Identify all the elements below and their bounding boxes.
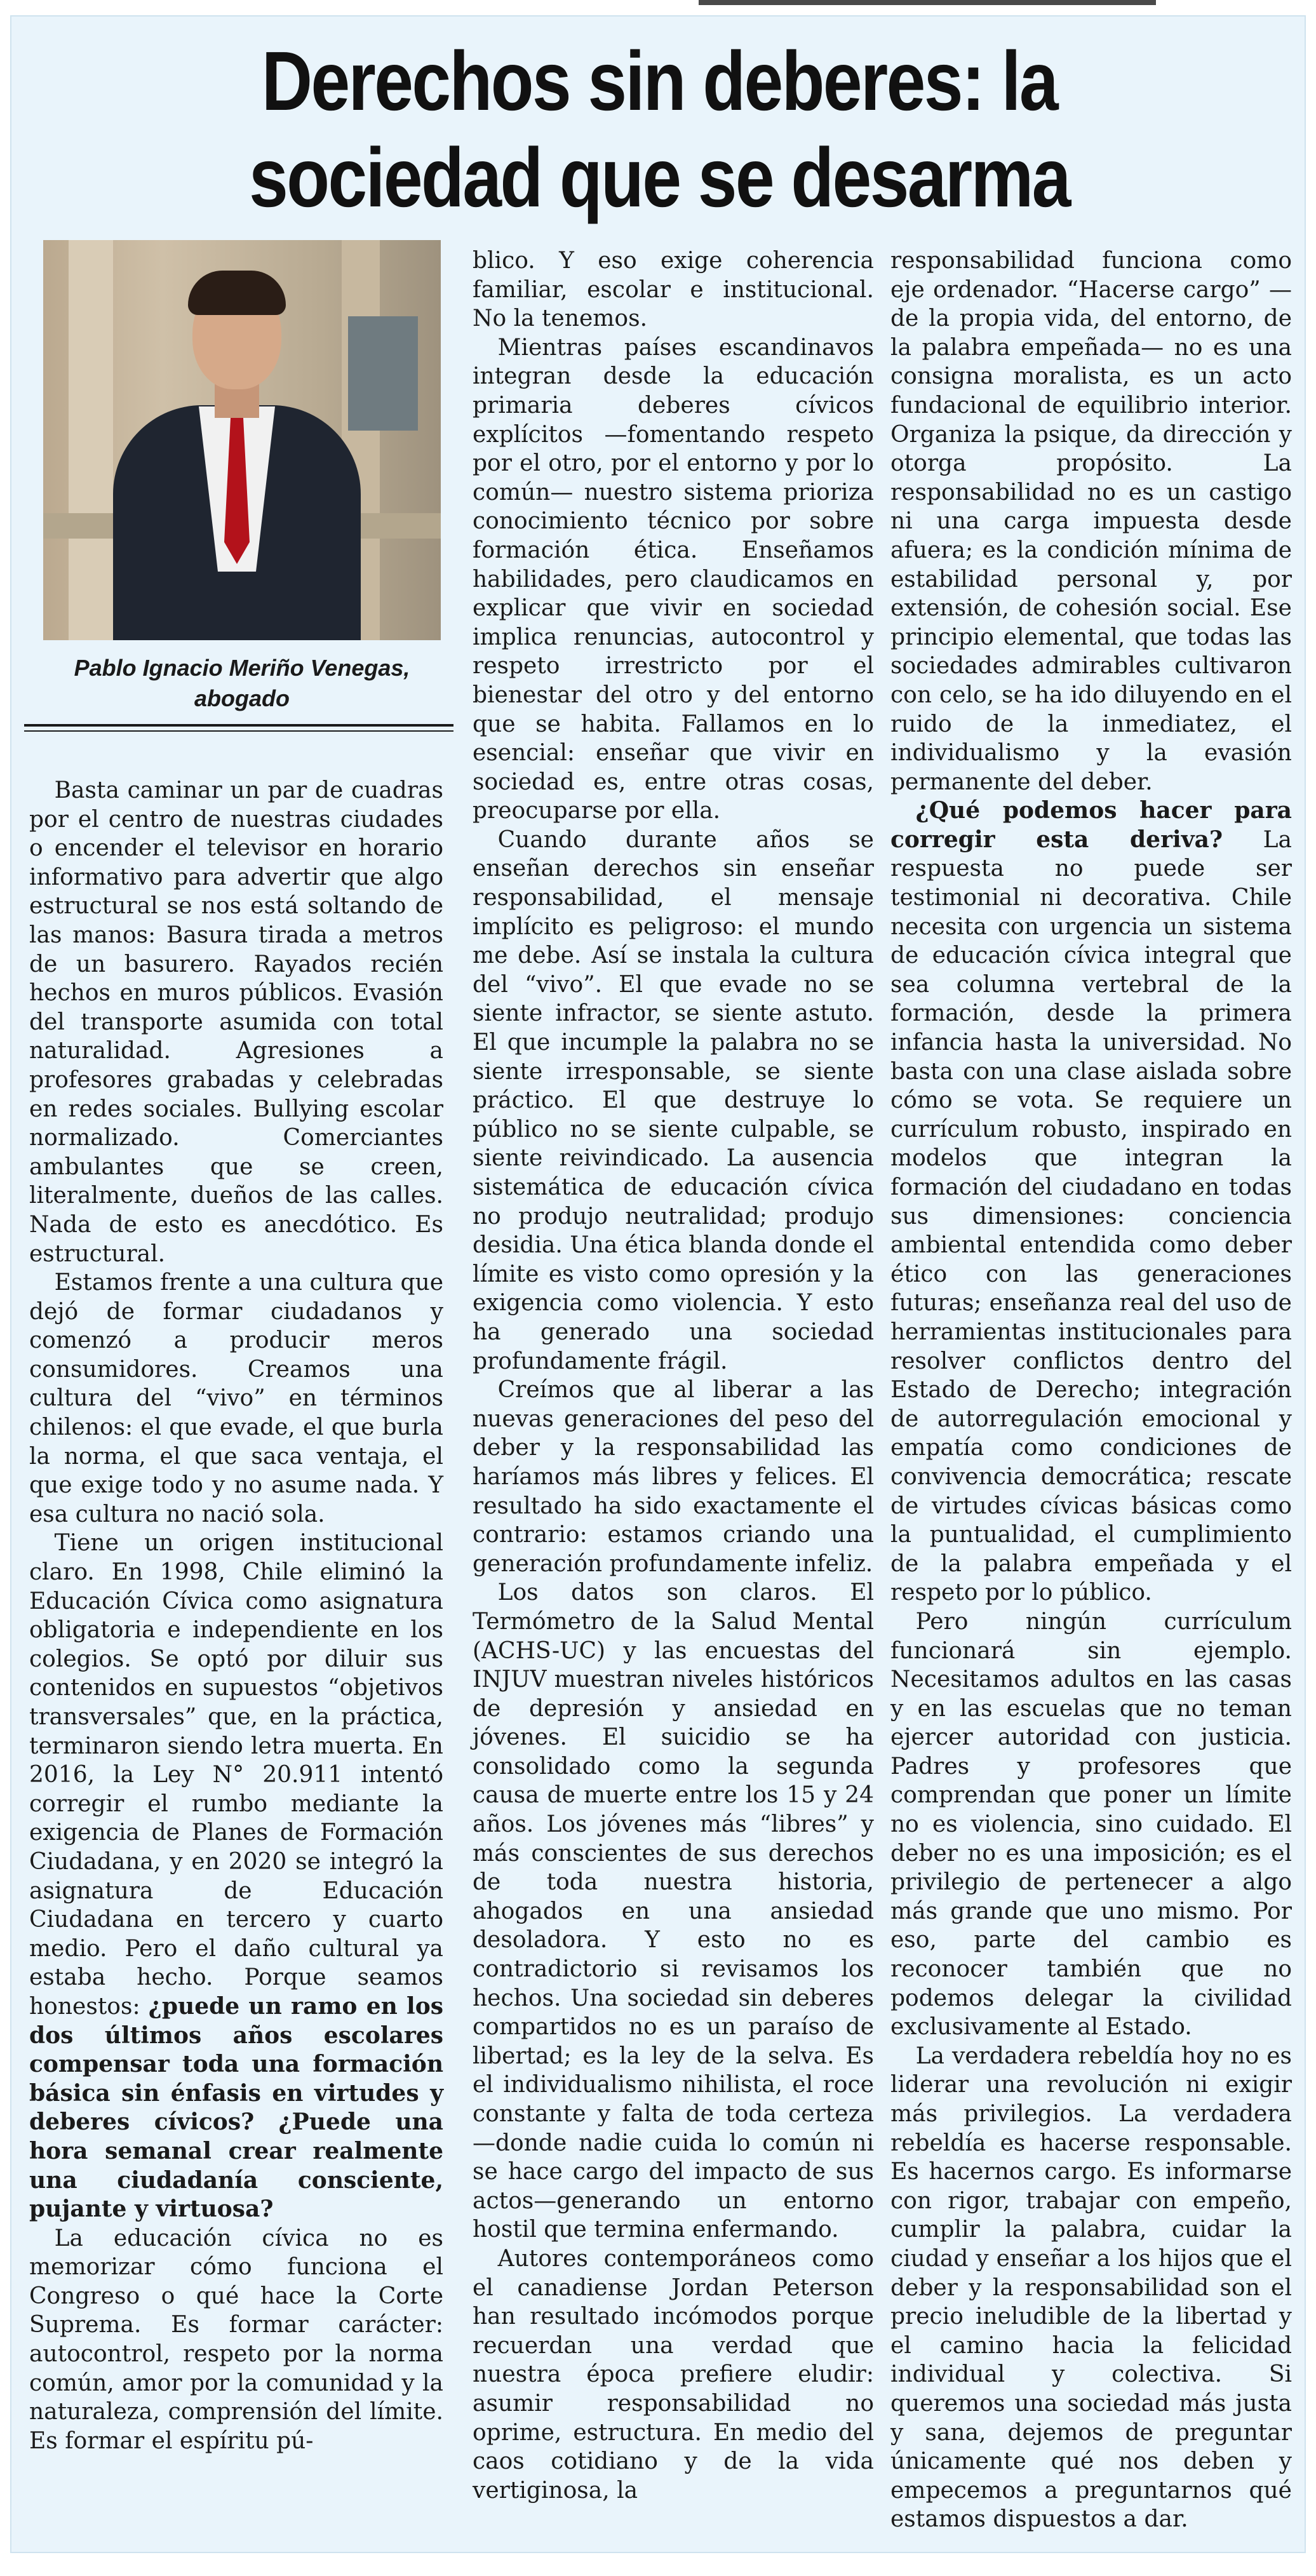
- paragraph: Pero ningún currículum funcionará sin ejemplo. Necesitamos adultos en las casas y en las escuelas que no teman ejercer autoridad con justicia. Padres y profesores que comprendan que poner un límite no es violencia, sino cuidado. El deber no es una imposición; es el privilegio de pertenecer a algo más grande que uno mismo. Por eso, parte del cambio es reconocer también que no podemos delegar la civilidad exclusivamente al Estado.: [890, 1608, 1292, 2041]
- article-column-3: [890, 246, 1292, 2534]
- author-caption: Pablo Ignacio Meriño Venegas, abogado: [74, 655, 410, 711]
- paragraph: [890, 796, 1292, 1607]
- caption-divider-thin: [24, 730, 453, 732]
- article-headline: Derechos sin deberes: la sociedad que se desarma: [249, 34, 1070, 224]
- article-column-2: [473, 246, 874, 2505]
- paragraph: Cuando durante años se enseñan derechos sin enseñar responsabilidad, el mensaje implícito es peligroso: el mundo me debe. Así se instala la cultura del “vivo”. El que evade no se siente infractor, se siente astuto. El que incumple la palabra no se siente irresponsable, se siente práctico. El que destruye lo público no se siente culpable, se siente reivindicado. La ausencia sistemática de educación cívica no produjo neutralidad; produjo desidia. Una ética blanda donde el límite es visto como opresión y la exigencia como violencia. Y esto ha generado una sociedad profundamente frágil.: [473, 826, 874, 1374]
- subheading-question: ¿Qué podemos hacer para corregir esta deriva?: [890, 797, 1292, 853]
- author-photo: [43, 240, 441, 640]
- newspaper-page: [10, 15, 1306, 2553]
- paragraph: La educación cívica no es memorizar cómo funciona el Congreso o qué hace la Corte Suprema. Es formar carácter: autocontrol, respeto por la norma común, amor por la comunidad y la naturaleza, comprensión del límite. Es formar el espíritu pú-: [29, 2225, 443, 2454]
- paragraph: Los datos son claros. El Termómetro de la Salud Mental (ACHS-UC) y las encuestas del INJUV muestran niveles históricos de depresión y ansiedad en jóvenes. El suicidio se ha consolidado como la segunda causa de muerte entre los 15 y 24 años. Los jóvenes más “libres” y más conscientes de sus derechos de toda nuestra historia, ahogados en una ansiedad desoladora. Y esto no es contradictorio si revisamos los hechos. Una sociedad sin deberes compartidos no es un paraíso de libertad; es la ley de la selva. Es el individualismo nihilista, el roce constante y falta de toda certeza—donde nadie cuida lo común ni se hace cargo del impacto de sus actos—generando un entorno hostil que termina enfermando.: [473, 1580, 874, 2243]
- article-column-1: [29, 776, 443, 2455]
- paragraph: blico. Y eso exige coherencia familiar, escolar e institucional. No la tenemos.: [473, 248, 874, 332]
- paragraph-text: La respuesta no puede ser testimonial ni decorativa. Chile necesita con urgencia un sistema de educación cívica integral que sea columna vertebral de la formación, desde la primera infancia hasta la universidad. No basta con una clase aislada sobre cómo se vota. Se requiere un currículum robusto, inspirado en modelos que integran la formación del ciudadano en todas sus dimensiones: conciencia ambiental entendida como deber ético con las generaciones futuras; enseñanza real del uso de herramientas institucionales para resolver conflictos dentro del Estado de Derecho; integración de autorregulación emocional y empatía como condiciones de convivencia democrática; rescate de virtudes cívicas básicas como la puntualidad, el cumplimiento de la palabra empeñada y el respeto por lo público.: [890, 826, 1292, 1606]
- highlighted-question: ¿puede un ramo en los dos últimos años escolares compensar toda una formación básica sin énfasis en virtudes y deberes cívicos? ¿Puede una hora semanal crear realmente una ciudadanía consciente, pujante y virtuosa?: [29, 1992, 443, 2223]
- paragraph: Basta caminar un par de cuadras por el centro de nuestras ciudades o encender el televisor en horario informativo para advertir que algo estructural se nos está soltando de las manos: Basura tirada a metros de un basurero. Rayados recién hechos en muros públicos. Evasión del transporte asumida con total naturalidad. Agresiones a profesores grabadas y celebradas en redes sociales. Bullying escolar normalizado. Comerciantes ambulantes que se creen, literalmente, dueños de las calles. Nada de esto es anecdótico. Es estructural.: [29, 777, 443, 1267]
- caption-divider: [24, 724, 453, 727]
- paragraph: responsabilidad funciona como eje ordenador. “Hacerse cargo” —de la propia vida, del entorno, de la palabra empeñada— no es una consigna moralista, es un acto fundacional de equilibrio interior. Organiza la psique, da dirección y otorga propósito. La responsabilidad no es un castigo ni una carga impuesta desde afuera; es la condición mínima de estabilidad personal y, por extensión, de cohesión social. Ese principio elemental, que todas las sociedades admirables cultivaron con celo, se ha ido diluyendo en el ruido de la inmediatez, el individualismo y la evasión permanente del deber.: [890, 248, 1292, 795]
- top-bar: [699, 0, 1156, 5]
- paragraph: Mientras países escandinavos integran desde la educación primaria deberes cívicos explícitos —fomentando respeto por el otro, por el entorno y por lo común— nuestro sistema prioriza conocimiento técnico por sobre formación ética. Enseñamos habilidades, pero claudicamos en explicar que vivir en sociedad implica renuncias, autocontrol y respeto irrestricto por el bienestar del otro y del entorno que se habita. Fallamos en lo esencial: enseñar que vivir en sociedad es, entre otras cosas, preocuparse por ella.: [473, 334, 874, 824]
- paragraph: [29, 1529, 443, 2224]
- paragraph: Autores contemporáneos como el canadiense Jordan Peterson han resultado incómodos porque recuerdan una verdad que nuestra época prefiere eludir: asumir responsabilidad no oprime, estructura. En medio del caos cotidiano y de la vida vertiginosa, la: [473, 2245, 874, 2504]
- paragraph: Estamos frente a una cultura que dejó de formar ciudadanos y comenzó a producir meros consumidores. Creamos una cultura del “vivo” en términos chilenos: el que evade, el que burla la norma, el que saca ventaja, el que exige todo y no asume nada. Y esa cultura no nació sola.: [29, 1270, 443, 1527]
- paragraph: La verdadera rebeldía hoy no es liderar una revolución ni exigir más privilegios. La verdadera rebeldía es hacerse responsable. Es hacernos cargo. Es informarse con rigor, trabajar con empeño, cumplir la palabra, cuidar la ciudad y enseñar a los hijos que el deber y la responsabilidad son el precio ineludible de la libertad y el camino hacia la felicidad individual y colectiva. Si queremos una sociedad más justa y sana, dejemos de preguntar únicamente qué nos deben y empecemos a preguntarnos qué estamos dispuestos a dar.: [890, 2043, 1292, 2533]
- paragraph: Creímos que al liberar a las nuevas generaciones del peso del deber y la responsabilidad las haríamos más libres y felices. El resultado ha sido exactamente el contrario: estamos criando una generación profundamente infeliz.: [473, 1377, 874, 1577]
- paragraph-text: Tiene un origen institucional claro. En 1998, Chile eliminó la Educación Cívica como asignatura obligatoria e independiente en los colegios. Se optó por diluir sus contenidos en supuestos “objetivos transversales” que, en la práctica, terminaron siendo letra muerta. En 2016, la Ley N° 20.911 intentó corregir el rumbo mediante la exigencia de Planes de Formación Ciudadana, y en 2020 se integró la asignatura de Educación Ciudadana en tercero y cuarto medio. Pero el daño cultural ya estaba hecho. Porque seamos honestos:: [29, 1530, 443, 2020]
